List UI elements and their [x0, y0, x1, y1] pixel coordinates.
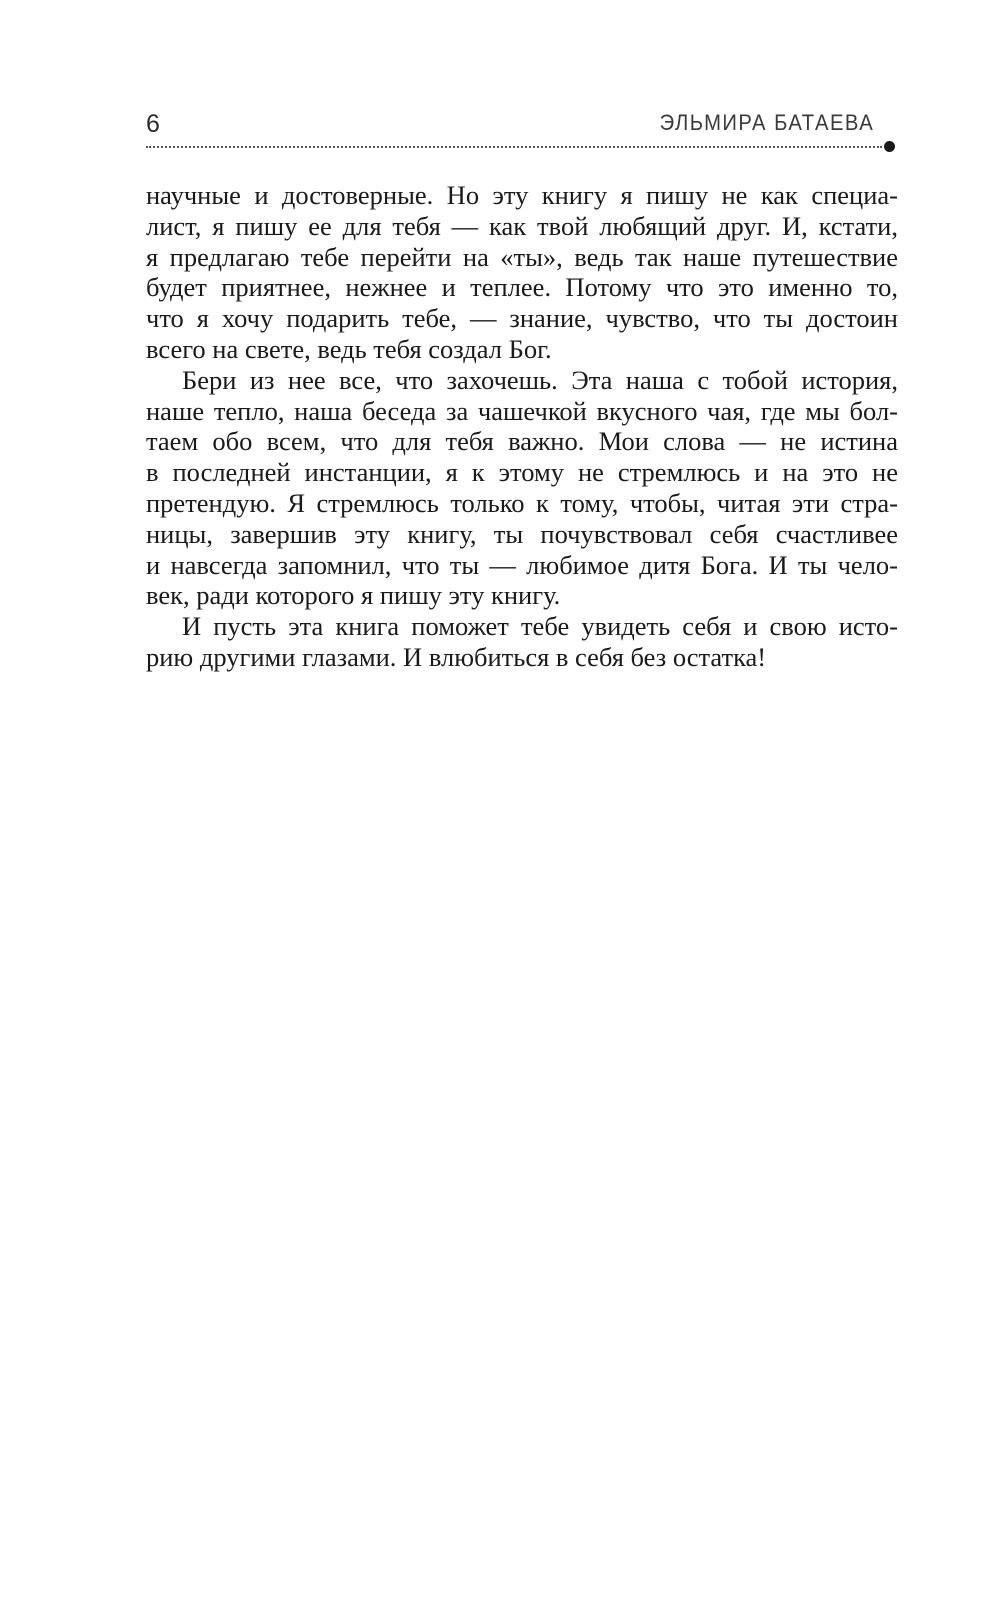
text-line: всего на свете, ведь тебя создал Бог. — [146, 333, 552, 364]
text-line: и навсегда запомнил, что ты — любимое дитя Бога. И ты чело- — [146, 549, 898, 580]
text-line: рию другими глазами. И влюбиться в себя без остатка! — [146, 641, 767, 672]
page-number: 6 — [146, 110, 161, 138]
paragraph-2 — [146, 365, 898, 611]
text-line: в последней инстанции, я к этому не стремлюсь и на это не — [146, 457, 898, 488]
text-line: научные и достоверные. Но эту книгу я пишу не как специа- — [146, 180, 898, 210]
header-rule-end-dot — [884, 141, 895, 152]
text-line: век, ради которого я пишу эту книгу. — [146, 580, 561, 611]
body-text — [146, 180, 898, 673]
text-line: Бери из нее все, что захочешь. Эта наша с тобой история, — [182, 364, 898, 395]
text-line: что я хочу подарить тебе, — знание, чувство, что ты достоин — [146, 303, 898, 334]
text-line: будет приятнее, нежнее и теплее. Потому что это именно то, — [146, 272, 898, 303]
paragraph-1 — [146, 180, 898, 365]
text-line: наше тепло, наша беседа за чашечкой вкусного чая, где мы бол- — [146, 395, 898, 426]
text-line: лист, я пишу ее для тебя — как твой любящий друг. И, кстати, — [146, 210, 898, 241]
text-line: И пусть эта книга поможет тебе увидеть себя и свою исто- — [182, 611, 898, 642]
running-head-author: ЭЛЬМИРА БАТАЕВА — [659, 110, 874, 135]
running-head — [146, 106, 898, 146]
text-line: я предлагаю тебе перейти на «ты», ведь так наше путешествие — [146, 241, 898, 272]
text-line: таем обо всем, что для тебя важно. Мои слова — не истина — [146, 426, 898, 457]
paragraph-3 — [146, 611, 898, 673]
text-line: ницы, завершив эту книгу, ты почувствовал себя счастливее — [146, 518, 898, 549]
text-line: претендую. Я стремлюсь только к тому, чтобы, читая эти стра- — [146, 487, 898, 518]
header-dotted-rule — [146, 146, 882, 148]
